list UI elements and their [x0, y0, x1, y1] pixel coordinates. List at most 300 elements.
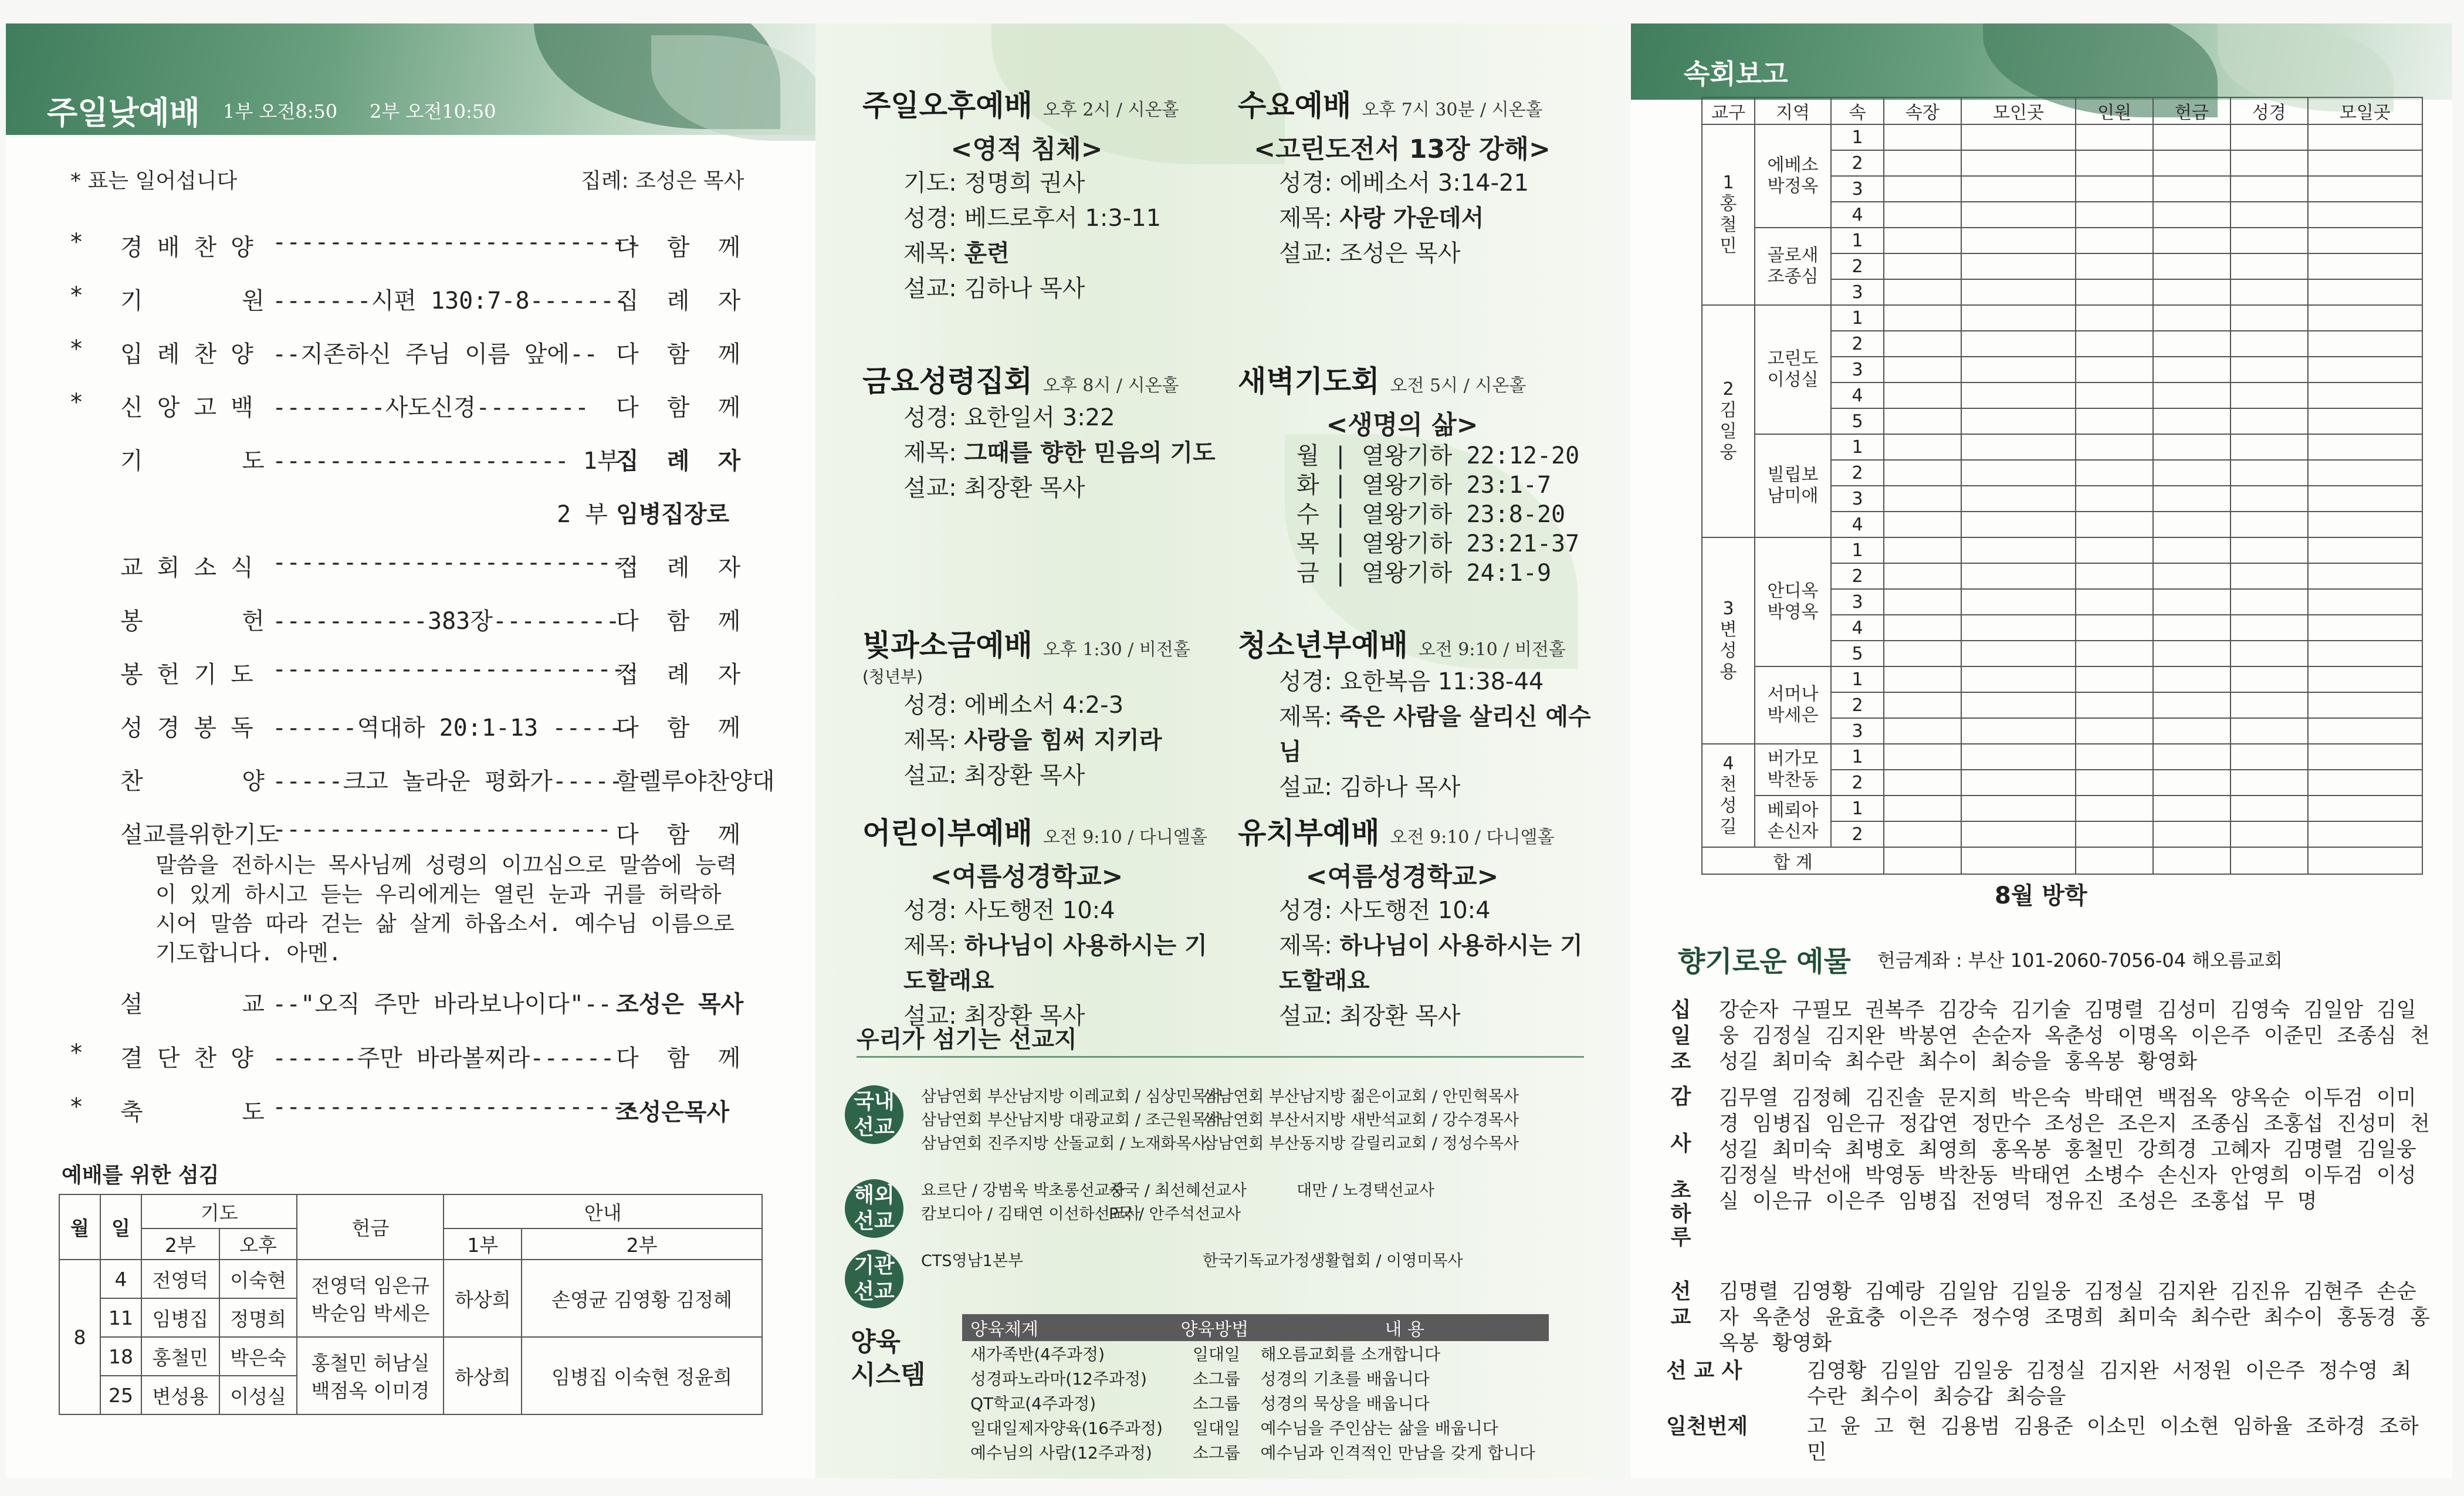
cell-number: 4 [1831, 512, 1884, 537]
empty-cell [2153, 305, 2231, 331]
order-label: 신 앙 고 백 [120, 394, 253, 421]
cell-number: 5 [1831, 408, 1884, 434]
line-value: 사랑을 힘써 지키라 [964, 727, 1162, 754]
empty-cell [2076, 150, 2153, 176]
order-detail: --------------------- 1부 [258, 448, 634, 475]
service-time-1: 1부 오전8:50 [223, 100, 338, 123]
line-value: 사도행전 10:4 [964, 897, 1115, 924]
order-label: 경 배 찬 양 [120, 234, 253, 261]
order-leader: 할렐루야찬양대 [616, 768, 775, 795]
order-label: 봉 헌 [120, 608, 265, 635]
line-label: 제목: [1279, 932, 1340, 959]
event-subtitle: <여름성경학교> [1305, 862, 1499, 892]
event-title: 새벽기도회 [1238, 364, 1380, 398]
cell-number: 1 [1831, 434, 1884, 460]
empty-cell [1884, 692, 1961, 718]
prayer-cell: 이숙현 [219, 1260, 297, 1298]
account-info: 헌금계좌 : 부산 101-2060-7056-04 해오름교회 [1877, 949, 2283, 972]
total-label: 합 계 [1702, 847, 1884, 874]
nurture-cell: 예수님을 주인삼는 삶을 배웁니다 [1260, 1419, 1498, 1438]
empty-cell [1961, 615, 2076, 641]
event-subtitle: <고린도전서 13장 강해> [1254, 134, 1551, 164]
att-head: 인원 [2076, 97, 2153, 124]
order-detail: -------시편 130:7-8------- [258, 287, 643, 314]
cell-number: 2 [1831, 770, 1884, 796]
event-line [903, 201, 1226, 236]
cell-number: 3 [1831, 357, 1884, 383]
line-label: 제목: [903, 932, 964, 959]
empty-cell [1884, 383, 1961, 408]
empty-cell [2308, 408, 2422, 434]
nurture-head: 내 용 [1252, 1314, 1549, 1341]
empty-cell [1884, 796, 1961, 821]
empty-cell [1961, 718, 2076, 744]
gift-title: 향기로운 예물 [1678, 945, 1851, 978]
empty-cell [2308, 666, 2422, 692]
gift-names: 강순자 구필모 권복주 김강숙 김기술 김명렬 김성미 김영숙 김일암 김일웅 김정실 김지완 박봉연 손순자 옥춘성 이명옥 이은주 이준민 조종심 천성길 최미숙 최수란 최수이 최승을 홍옥봉 황영화 [1719, 999, 2430, 1074]
gift-names: 김영황 김일암 김일웅 김정실 김지완 서정원 이은주 정수영 최수란 최수이 최승갑 최승을 [1807, 1359, 2412, 1409]
month-cell: 8 [59, 1260, 100, 1414]
empty-cell [2076, 228, 2153, 253]
empty-cell [2308, 537, 2422, 563]
event-line [903, 236, 1226, 271]
event-line [903, 688, 1226, 723]
empty-cell [2231, 176, 2308, 202]
empty-cell [2153, 744, 2231, 770]
gift-names: 김명렬 김영황 김예랑 김일암 김일웅 김정실 김지완 김진유 김현주 손순자 옥춘성 윤효충 이은주 정수영 조명희 최미숙 최수란 최수이 홍동경 홍옥봉 황영화 [1719, 1280, 2430, 1355]
report-title: 속회보고 [1684, 58, 1788, 90]
empty-cell [2153, 357, 2231, 383]
att-head: 지역 [1755, 97, 1831, 124]
empty-cell [1961, 770, 2076, 796]
event-line [903, 893, 1226, 928]
line-value: 에베소서 3:14-21 [1339, 170, 1529, 197]
day-cell: 18 [100, 1337, 141, 1376]
order-detail: -----크고 놀라운 평화가----- [258, 768, 638, 795]
line-value: 최장환 목사 [964, 475, 1085, 502]
empty-cell [2308, 486, 2422, 512]
empty-cell [1961, 563, 2076, 589]
empty-cell [2076, 666, 2153, 692]
report-panel [1631, 23, 2452, 1478]
event-block [1238, 358, 1602, 588]
cell-number: 2 [1831, 692, 1884, 718]
order-leader: 다 함 께 [616, 608, 741, 635]
order-label: 봉 헌 기 도 [120, 661, 253, 688]
area-cell: 안디옥 박영옥 [1755, 537, 1831, 666]
line-label: 성경: [903, 205, 964, 232]
event-title: 어린이부예배 [862, 815, 1033, 850]
order-detail: -------------------------- [258, 656, 654, 683]
usher-cell: 하상희 [444, 1337, 522, 1414]
nurture-cell: 성경의 기초를 배웁니다 [1260, 1369, 1430, 1389]
empty-cell [1961, 821, 2076, 847]
order-detail: 2 부 [557, 501, 622, 528]
nurture-cell: 소그룹 [1192, 1443, 1240, 1463]
empty-cell [1961, 150, 2076, 176]
district-cell: 3 변 성 용 [1702, 537, 1755, 744]
dawn-reading: 월 | 열왕기하 22:12-20 [1297, 442, 1580, 469]
empty-cell [2231, 537, 2308, 563]
attendance-table [1701, 97, 2423, 875]
empty-cell [1884, 408, 1961, 434]
line-value: 사랑 가운데서 [1339, 205, 1484, 232]
mission-entry: P국 / 안주석선교사 [1109, 1205, 1241, 1223]
empty-cell [2076, 796, 2153, 821]
empty-cell [1884, 744, 1961, 770]
empty-cell [2231, 641, 2308, 666]
prayer-cell: 박은숙 [219, 1337, 297, 1376]
line-value: 김하나 목사 [1339, 774, 1461, 801]
empty-cell [2076, 279, 2153, 305]
mission-entry: 대만 / 노경택선교사 [1297, 1182, 1434, 1200]
nurture-cell: 예수님의 사람(12주과정) [970, 1443, 1152, 1463]
empty-cell [2153, 150, 2231, 176]
empty-cell [2308, 150, 2422, 176]
event-title: 빛과소금예배 [862, 628, 1033, 662]
empty-cell [2308, 202, 2422, 228]
empty-cell [2308, 821, 2422, 847]
order-detail: ------주만 바라볼찌라------ [258, 1045, 629, 1072]
empty-cell [2153, 796, 2231, 821]
nurture-cell: 일대일 [1192, 1345, 1240, 1364]
line-label: 설교: [903, 1003, 964, 1030]
mission-entry: 삼남연회 부산동지방 갈릴리교회 / 정성수목사 [1203, 1135, 1519, 1153]
event-block [1238, 82, 1602, 271]
empty-cell [2153, 202, 2231, 228]
empty-cell [2076, 124, 2153, 150]
empty-cell [2231, 357, 2308, 383]
empty-cell [2076, 589, 2153, 615]
order-leader: 다 함 께 [616, 234, 741, 261]
empty-cell [2308, 228, 2422, 253]
empty-cell [2308, 512, 2422, 537]
empty-cell [2308, 692, 2422, 718]
order-detail: --"오직 주만 바라보나이다"-- [258, 991, 627, 1018]
empty-cell [2308, 770, 2422, 796]
order-detail: --------사도신경-------- [258, 394, 604, 421]
event-line [903, 723, 1226, 758]
district-cell: 2 김 일 웅 [1702, 305, 1755, 537]
event-time: 오후 1:30 / 비전홀 [1043, 639, 1190, 660]
event-line [1279, 699, 1602, 770]
empty-cell [2231, 486, 2308, 512]
gift-category: 십 일 조 [1670, 998, 1691, 1074]
empty-cell [2153, 537, 2231, 563]
cell-number: 3 [1831, 279, 1884, 305]
line-label: 기도: [903, 170, 964, 197]
cell-number: 1 [1831, 228, 1884, 253]
nurture-cell: 일대일제자양육(16주과정) [970, 1419, 1163, 1438]
order-leader: 임병집장로 [616, 501, 730, 528]
area-cell: 빌립보 남미애 [1755, 434, 1831, 537]
mission-entry: 삼남연회 부산남지방 젊은이교회 / 안민혁목사 [1203, 1088, 1519, 1106]
event-line [903, 400, 1226, 435]
empty-cell [1884, 666, 1961, 692]
empty-cell [1961, 537, 2076, 563]
order-detail: ------------------------ [258, 816, 626, 843]
order-label: 교 회 소 식 [120, 554, 253, 581]
empty-cell [1884, 331, 1961, 357]
empty-cell [2231, 408, 2308, 434]
empty-cell [2076, 176, 2153, 202]
event-line [1279, 999, 1602, 1034]
empty-cell [2231, 770, 2308, 796]
prayer-text: 말씀을 전하시는 목사님께 성령의 이끄심으로 말씀에 능력이 있게 하시고 듣는 우리에게는 열린 눈과 귀를 허락하시어 말씀 따라 걷는 삶 살게 하옵소서. 예수님 이름으로 기도합니다. 아멘. [155, 852, 737, 966]
empty-cell [2153, 563, 2231, 589]
line-value: 최장환 목사 [964, 762, 1085, 789]
event-heading [1238, 810, 1602, 852]
event-line [903, 758, 1226, 793]
nurture-cell: 성경파노라마(12주과정) [970, 1369, 1147, 1389]
line-label: 설교: [903, 275, 964, 302]
order-leader: 다 함 께 [616, 1045, 741, 1072]
mission-entry: 삼남연회 부산서지방 새반석교회 / 강수경목사 [1203, 1111, 1519, 1129]
event-line [903, 435, 1226, 471]
th-offering: 헌금 [297, 1194, 444, 1260]
order-detail: -------------------------- [258, 1094, 654, 1121]
service-time-2: 2부 오전10:50 [370, 100, 496, 123]
mission-title: 우리가 섬기는 선교지 [857, 1025, 1077, 1053]
empty-cell [2076, 486, 2153, 512]
dawn-reading: 화 | 열왕기하 23:1-7 [1297, 472, 1552, 499]
empty-cell [2231, 253, 2308, 279]
empty-cell [2231, 305, 2308, 331]
line-label: 설교: [1279, 1003, 1340, 1030]
empty-cell [2076, 537, 2153, 563]
dawn-reading: 수 | 열왕기하 23:8-20 [1297, 501, 1566, 528]
event-block [862, 810, 1226, 1034]
th-usher-2: 2부 [522, 1228, 762, 1260]
order-leader: 집 례 자 [616, 448, 741, 475]
order-leader: 다 함 께 [616, 394, 741, 421]
line-value: 요한일서 3:22 [964, 404, 1115, 431]
empty-cell [2076, 305, 2153, 331]
empty-cell [1961, 434, 2076, 460]
line-value: 베드로후서 1:3-11 [964, 205, 1162, 232]
empty-cell [2231, 460, 2308, 486]
empty-cell [2231, 718, 2308, 744]
empty-cell [1961, 408, 2076, 434]
page-title: 주일낮예배 [47, 94, 200, 131]
order-label: 기 원 [120, 287, 265, 314]
area-cell: 골로새 조종심 [1755, 228, 1831, 305]
empty-cell [2076, 615, 2153, 641]
event-title: 유치부예배 [1238, 815, 1380, 850]
empty-cell [2308, 718, 2422, 744]
line-label: 성경: [1279, 170, 1340, 197]
empty-cell [2231, 589, 2308, 615]
empty-cell [2153, 847, 2231, 874]
empty-cell [2153, 641, 2231, 666]
empty-cell [1884, 279, 1961, 305]
event-title: 청소년부예배 [1238, 628, 1408, 662]
empty-cell [2308, 641, 2422, 666]
cell-number: 1 [1831, 796, 1884, 821]
empty-cell [1961, 124, 2076, 150]
cell-number: 3 [1831, 486, 1884, 512]
empty-cell [2308, 563, 2422, 589]
line-value: 훈련 [964, 240, 1010, 267]
att-head: 모인곳 [1961, 97, 2076, 124]
empty-cell [2153, 331, 2231, 357]
empty-cell [2076, 744, 2153, 770]
event-time: 오전 9:10 / 다니엘홀 [1043, 827, 1207, 848]
district-cell: 1 홍 철 민 [1702, 124, 1755, 305]
nurture-table [962, 1314, 1549, 1464]
usher-cell: 손영균 김영황 김정혜 [522, 1260, 762, 1337]
att-head: 교구 [1702, 97, 1755, 124]
empty-cell [2153, 821, 2231, 847]
order-label: 축 도 [120, 1099, 265, 1126]
line-label: 성경: [1279, 668, 1340, 695]
empty-cell [1884, 202, 1961, 228]
line-label: 제목: [903, 727, 964, 754]
empty-cell [1884, 228, 1961, 253]
empty-cell [1884, 563, 1961, 589]
empty-cell [2308, 847, 2422, 874]
gift-category: 선 교 [1670, 1280, 1691, 1329]
nurture-head: 양육체계 [962, 1314, 1172, 1341]
event-heading [862, 82, 1226, 124]
offering-cell: 전영덕 임은규 박순임 박세은 [297, 1260, 444, 1337]
mission-divider [857, 1056, 1584, 1058]
order-label: 입 례 찬 양 [120, 341, 253, 368]
line-value: 요한복음 11:38-44 [1339, 668, 1544, 695]
empty-cell [2076, 770, 2153, 796]
mission-entry: 한국기독교가정생활협회 / 이영미목사 [1203, 1252, 1463, 1270]
event-time: 오전 9:10 / 다니엘홀 [1390, 827, 1555, 848]
order-detail: -------------------------- [258, 229, 654, 256]
cell-number: 3 [1831, 718, 1884, 744]
empty-cell [1961, 357, 2076, 383]
empty-cell [2076, 357, 2153, 383]
mission-entry: 중국 / 최선혜선교사 [1109, 1182, 1247, 1200]
empty-cell [2231, 383, 2308, 408]
event-line [1279, 201, 1602, 236]
empty-cell [2308, 615, 2422, 641]
empty-cell [2153, 408, 2231, 434]
empty-cell [1961, 486, 2076, 512]
empty-cell [2231, 796, 2308, 821]
mission-entry: 삼남연회 진주지방 산돌교회 / 노재화목사 [921, 1135, 1207, 1153]
empty-cell [2153, 486, 2231, 512]
empty-cell [1961, 692, 2076, 718]
order-leader: 조성은목사 [616, 1099, 730, 1126]
empty-cell [2231, 512, 2308, 537]
att-head: 모일곳 [2308, 97, 2422, 124]
cell-number: 2 [1831, 821, 1884, 847]
empty-cell [2153, 434, 2231, 460]
order-leader: 조성은 목사 [616, 991, 744, 1018]
event-heading [1238, 622, 1602, 664]
day-cell: 25 [100, 1376, 141, 1414]
empty-cell [2308, 279, 2422, 305]
empty-cell [2076, 383, 2153, 408]
empty-cell [2076, 434, 2153, 460]
empty-cell [1884, 357, 1961, 383]
empty-cell [1884, 253, 1961, 279]
area-cell: 에베소 박정옥 [1755, 124, 1831, 228]
empty-cell [2076, 718, 2153, 744]
empty-cell [2231, 124, 2308, 150]
th-day: 일 [100, 1194, 141, 1260]
line-value: 김하나 목사 [964, 275, 1085, 302]
mission-entry: 요르단 / 강범욱 박초롱선교사 [921, 1182, 1125, 1200]
event-heading [862, 358, 1226, 400]
empty-cell [2076, 692, 2153, 718]
empty-cell [1961, 176, 2076, 202]
empty-cell [2308, 796, 2422, 821]
gift-names: 김무열 김정혜 김진솔 문지희 박은숙 박태연 백점옥 양옥순 이두검 이미경 임병집 임은규 정갑연 정만수 조성은 조은지 조종심 조홍섭 진성미 천성길 최미숙 최병호 최영희 홍옥봉 홍철민 강희경 고혜자 김명렬 김일웅 김정실 박선애 박영동 박찬동 박태연 소병수 손신자 안영희 이두검 이성실 이은규 이은주 임병집 전영덕 정유진 조성은 조홍섭 무 명 [1719, 1087, 2430, 1213]
empty-cell [2153, 253, 2231, 279]
empty-cell [1884, 641, 1961, 666]
order-label: 설 교 [120, 991, 265, 1018]
order-leader: 다 함 께 [616, 715, 741, 742]
empty-cell [2308, 434, 2422, 460]
empty-cell [1884, 486, 1961, 512]
nurture-cell: QT학교(4주과정) [970, 1394, 1096, 1413]
att-head: 속장 [1884, 97, 1961, 124]
empty-cell [2076, 641, 2153, 666]
gift-names: 고 윤 고 현 김용범 김용준 이소민 이소현 임하율 조하경 조하민 [1807, 1415, 2419, 1464]
line-value: 최장환 목사 [964, 1003, 1085, 1030]
empty-cell [1884, 821, 1961, 847]
nurture-head: 양육방법 [1172, 1314, 1252, 1341]
empty-cell [2308, 589, 2422, 615]
empty-cell [1961, 847, 2076, 874]
cell-number: 1 [1831, 124, 1884, 150]
att-head: 속 [1831, 97, 1884, 124]
nurture-cell: 성경의 묵상을 배웁니다 [1260, 1394, 1430, 1413]
order-leader: 집 례 자 [616, 661, 741, 688]
empty-cell [2153, 383, 2231, 408]
dawn-reading: 금 | 열왕기하 24:1-9 [1297, 560, 1552, 587]
empty-cell [2076, 460, 2153, 486]
empty-cell [2231, 331, 2308, 357]
empty-cell [2308, 460, 2422, 486]
star-mark: * [70, 229, 82, 256]
usher-cell: 하상희 [444, 1260, 522, 1337]
cell-number: 2 [1831, 331, 1884, 357]
line-value: 최장환 목사 [1339, 1003, 1461, 1030]
th-prayer-pm: 오후 [219, 1228, 297, 1260]
cell-number: 2 [1831, 563, 1884, 589]
empty-cell [2076, 253, 2153, 279]
event-title: 수요예배 [1238, 88, 1352, 123]
area-cell: 버가모 박찬동 [1755, 744, 1831, 796]
empty-cell [1961, 589, 2076, 615]
empty-cell [2231, 847, 2308, 874]
empty-cell [2308, 124, 2422, 150]
empty-cell [1884, 460, 1961, 486]
event-line [1279, 770, 1602, 805]
event-line [1279, 664, 1602, 699]
event-title: 금요성령집회 [862, 364, 1033, 398]
line-value: 조성은 목사 [1339, 240, 1461, 267]
presider: 집례: 조성은 목사 [581, 169, 744, 193]
empty-cell [2076, 847, 2153, 874]
worship-order-panel [6, 23, 815, 1478]
mission-entry: 삼남연회 부산남지방 이레교회 / 심상민목사 [921, 1088, 1222, 1106]
area-cell: 베뢰아 손신자 [1755, 796, 1831, 847]
order-detail: -------------------------- [258, 549, 654, 576]
empty-cell [2231, 202, 2308, 228]
nurture-cell: 해오름교회를 소개합니다 [1260, 1345, 1440, 1364]
empty-cell [2231, 279, 2308, 305]
empty-cell [2231, 228, 2308, 253]
line-label: 설교: [1279, 240, 1340, 267]
